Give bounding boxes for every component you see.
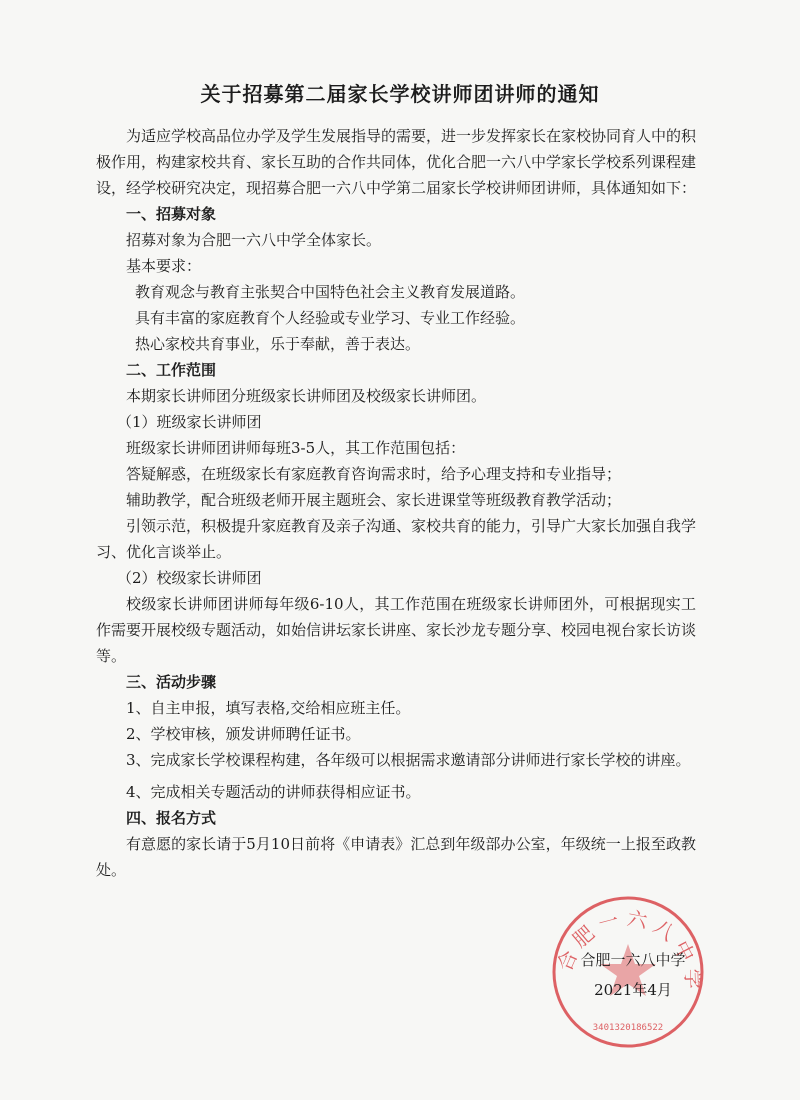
signature-date: 2021年4月: [594, 981, 672, 999]
step-item: 1、自主申报，填写表格,交给相应班主任。: [126, 699, 411, 717]
seal-number: 3401320186522: [592, 1023, 664, 1033]
requirement-item: 热心家校共育事业，乐于奉献，善于表达。: [135, 335, 421, 353]
section1-requirements-label: 基本要求：: [126, 257, 202, 275]
signature-block: [558, 945, 708, 1005]
step-item: 2、学校审核，颁发讲师聘任证书。: [126, 725, 361, 743]
requirement-item: 具有丰富的家庭教育个人经验或专业学习、专业工作经验。: [135, 309, 526, 327]
class-team-item: 答疑解惑，在班级家长有家庭教育咨询需求时，给予心理支持和专业指导；: [126, 465, 622, 483]
school-team-label: （2）校级家长讲师团: [117, 569, 262, 587]
section4-heading: 四、报名方式: [126, 809, 217, 827]
section2-heading: 二、工作范围: [126, 361, 217, 379]
class-team-item: 辅助教学，配合班级老师开展主题班会、家长进课堂等班级教育教学活动；: [126, 491, 622, 509]
class-team-desc: 班级家长讲师团讲师每班3-5人，其工作范围包括：: [126, 439, 466, 457]
document-title: 关于招募第二届家长学校讲师团讲师的通知: [200, 82, 600, 106]
requirement-item: 教育观念与教育主张契合中国特色社会主义教育发展道路。: [135, 283, 526, 301]
class-team-label: （1）班级家长讲师团: [117, 413, 262, 431]
section3-heading: 三、活动步骤: [126, 673, 217, 691]
document-body: [96, 123, 696, 883]
intro-paragraph: 为适应学校高品位办学及学生发展指导的需要，进一步发挥家长在家校协同育人中的积极作用，构建家校共育、家长互助的合作共同体，优化合肥一六八中学家长学校系列课程建设，经学校研究决定，现招募合肥一六八中学第二届家长学校讲师团讲师，具体通知如下：: [96, 127, 697, 197]
section1-target: 招募对象为合肥一六八中学全体家长。: [126, 231, 382, 249]
section2-overview: 本期家长讲师团分班级家长讲师团及校级家长讲师团。: [126, 387, 487, 405]
class-team-item: 引领示范，积极提升家庭教育及亲子沟通、家校共育的能力，引导广大家长加强自我学习、优化言谈举止。: [96, 517, 697, 561]
school-team-desc: 校级家长讲师团讲师每年级6-10人，其工作范围在班级家长讲师团外，可根据现实工作需要开展校级专题活动，如始信讲坛家长讲座、家长沙龙专题分享、校园电视台家长访谈等。: [96, 595, 697, 665]
seal-text: 合肥一六八中学: [552, 905, 706, 996]
section1-heading: 一、招募对象: [126, 205, 217, 223]
signature-org: 合肥一六八中学: [580, 951, 686, 969]
section4-text: 有意愿的家长请于5月10日前将《申请表》汇总到年级部办公室，年级统一上报至政教处。: [96, 835, 696, 879]
step-item: 3、完成家长学校课程构建，各年级可以根据需求邀请部分讲师进行家长学校的讲座。: [126, 751, 691, 769]
step-item: 4、完成相关专题活动的讲师获得相应证书。: [126, 783, 421, 801]
